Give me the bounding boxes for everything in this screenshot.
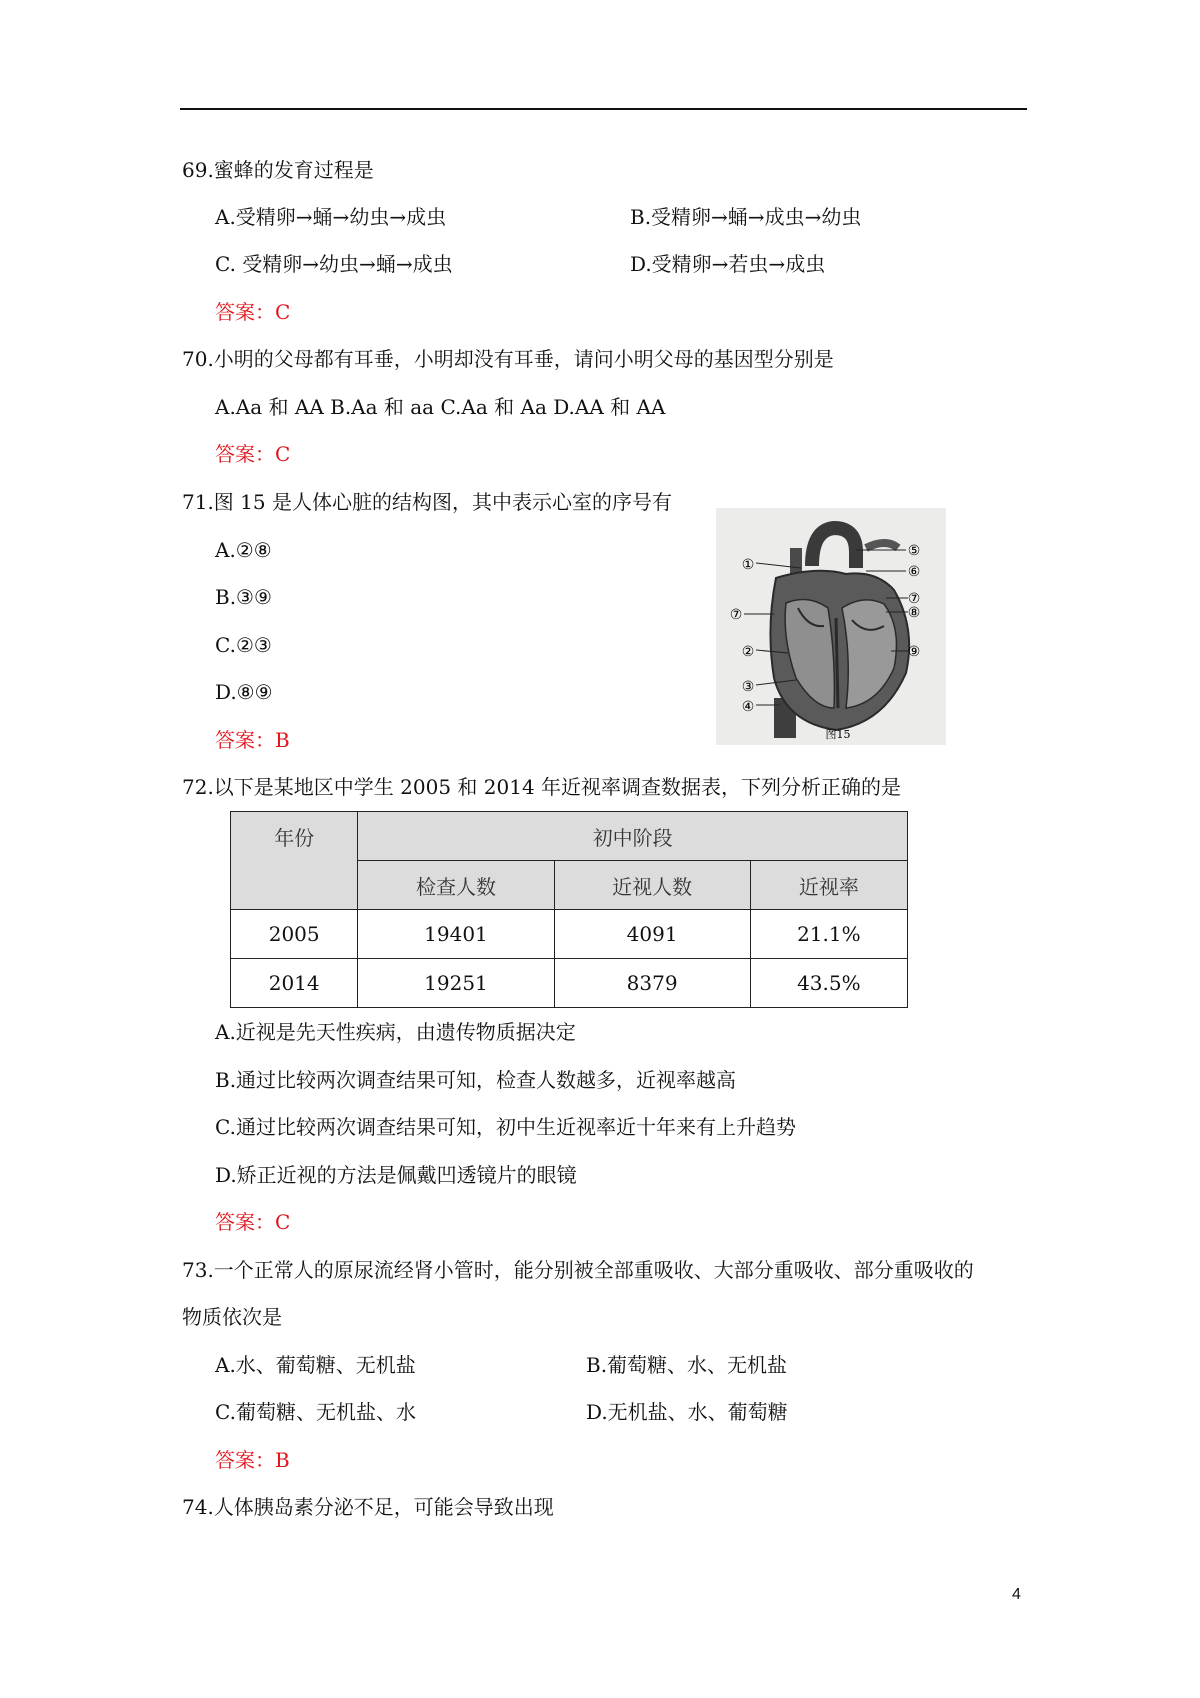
q69-stem: 69.蜜蜂的发育过程是: [182, 158, 374, 182]
page-number: 4: [1012, 1586, 1021, 1603]
q71-option-b: B.③⑨: [215, 585, 272, 609]
q73-stem-line2: 物质依次是: [182, 1305, 282, 1329]
q73-option-c: C.葡萄糖、无机盐、水: [215, 1400, 416, 1424]
fig-label-9: ⑨: [907, 644, 921, 660]
q73-option-b: B.葡萄糖、水、无机盐: [586, 1353, 788, 1377]
heart-diagram: [716, 508, 946, 745]
fig-label-1: ①: [741, 557, 755, 573]
q69-option-c: C. 受精卵→幼虫→蛹→成虫: [215, 252, 453, 276]
table-header-checked: 检查人数: [358, 861, 554, 910]
q69-option-b: B.受精卵→蛹→成虫→幼虫: [630, 205, 862, 229]
q71-option-d: D.⑧⑨: [215, 680, 273, 704]
q69-option-d: D.受精卵→若虫→成虫: [630, 252, 826, 276]
q73-option-a: A.水、葡萄糖、无机盐: [215, 1353, 416, 1377]
q70-stem: 70.小明的父母都有耳垂，小明却没有耳垂，请问小明父母的基因型分别是: [182, 347, 834, 371]
q72-answer: 答案：C: [215, 1210, 291, 1234]
table-cell: 19251: [358, 959, 554, 1008]
table-header-row: [231, 812, 908, 861]
fig-label-7-left: ⑦: [729, 607, 743, 623]
q73-stem-line1: 73.一个正常人的原尿流经肾小管时，能分别被全部重吸收、大部分重吸收、部分重吸收的: [182, 1258, 974, 1282]
table-header-rate: 近视率: [750, 861, 907, 910]
q71-option-a: A.②⑧: [215, 538, 272, 562]
table-cell: 2005: [231, 910, 358, 959]
table-cell: 19401: [358, 910, 554, 959]
heart-diagram-figure: [716, 508, 946, 745]
table-cell: 8379: [554, 959, 750, 1008]
table-cell: 21.1%: [750, 910, 907, 959]
q70-options: A.Aa 和 AA B.Aa 和 aa C.Aa 和 Aa D.AA 和 AA: [215, 395, 666, 419]
fig-label-2: ②: [741, 644, 755, 660]
fig-label-4: ④: [741, 699, 755, 715]
table-header-group: 初中阶段: [358, 812, 908, 861]
fig-label-3: ③: [741, 679, 755, 695]
q71-answer: 答案：B: [215, 728, 290, 752]
header-rule: [180, 108, 1027, 110]
q73-option-d: D.无机盐、水、葡萄糖: [586, 1400, 788, 1424]
q72-option-b: B.通过比较两次调查结果可知，检查人数越多，近视率越高: [215, 1068, 737, 1092]
q70-answer: 答案：C: [215, 442, 291, 466]
fig-label-8: ⑧: [907, 605, 921, 621]
myopia-survey-table: [230, 811, 908, 1008]
q72-stem: 72.以下是某地区中学生 2005 和 2014 年近视率调查数据表，下列分析正确的是: [182, 775, 902, 799]
fig-label-7-right: ⑦: [907, 591, 921, 607]
table-header-year: 年份: [231, 812, 358, 910]
fig-label-5: ⑤: [907, 543, 921, 559]
q71-option-c: C.②③: [215, 633, 272, 657]
table-row: [231, 959, 908, 1008]
q69-option-a: A.受精卵→蛹→幼虫→成虫: [215, 205, 447, 229]
table-cell: 43.5%: [750, 959, 907, 1008]
table-row: [231, 910, 908, 959]
table-cell: 4091: [554, 910, 750, 959]
table-cell: 2014: [231, 959, 358, 1008]
fig-label-6: ⑥: [907, 564, 921, 580]
q74-stem: 74.人体胰岛素分泌不足，可能会导致出现: [182, 1495, 554, 1519]
q72-option-d: D.矫正近视的方法是佩戴凹透镜片的眼镜: [215, 1163, 577, 1187]
q72-option-a: A.近视是先天性疾病，由遗传物质据决定: [215, 1020, 576, 1044]
q73-answer: 答案：B: [215, 1448, 290, 1472]
fig-caption: 图15: [825, 728, 851, 741]
q72-option-c: C.通过比较两次调查结果可知，初中生近视率近十年来有上升趋势: [215, 1115, 796, 1139]
q69-answer: 答案：C: [215, 300, 291, 324]
table-header-myopic: 近视人数: [554, 861, 750, 910]
q71-stem: 71.图 15 是人体心脏的结构图，其中表示心室的序号有: [182, 490, 672, 514]
